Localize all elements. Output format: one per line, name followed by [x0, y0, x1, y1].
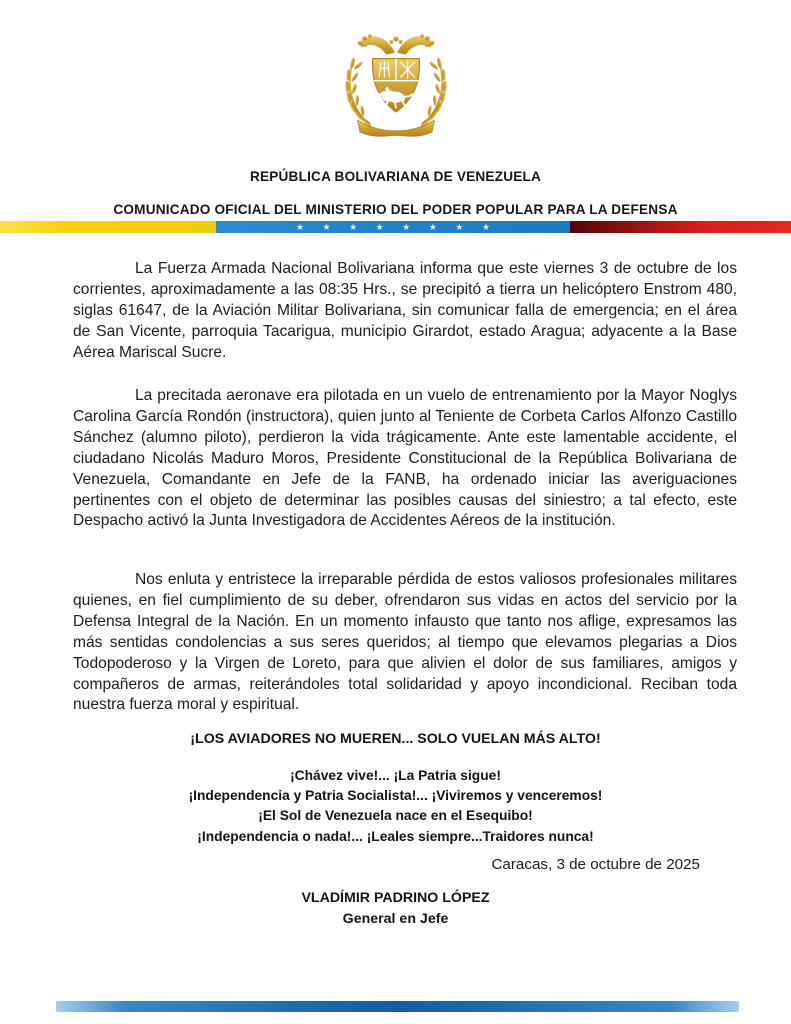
signature-name: VLADÍMIR PADRINO LÓPEZ — [301, 890, 490, 906]
slogan-line-2: ¡Independencia y Patria Socialista!... ¡Viviremos y venceremos! — [188, 788, 603, 804]
flag-band-yellow — [0, 221, 216, 233]
body-paragraph-1: La Fuerza Armada Nacional Bolivariana informa que este viernes 3 de octubre de los corrientes, aproximadamente a las 08:35 Hrs., se precipitó a tierra un helicóptero Enstrom 480, siglas 61647, de la Aviación Militar Bolivariana, sin comunicar falla de emergencia; en el área de San Vicente, parroquia Tacarigua, municipio Girardot, estado Aragua; adyacente a la Base Aérea Mariscal Sucre. — [73, 260, 737, 361]
body-paragraph-3: Nos enluta y entristece la irreparable pérdida de estos valiosos profesionales militares quienes, en fiel cumplimiento de su deber, ofrendaron sus vidas en actos del servicio por la Defensa Integral de la Nación. En un momento infausto que tanto nos aflige, expresamos las más sentidas condolencias a sus seres queridos; al tiempo que elevamos plegarias a Dios Todopoderoso y la Virgen de Loreto, para que alivien el dolor de sus familiares, amigos y compañeros de armas, reiterándoles total solidaridad y apoyo incondicional. Reciban toda nuestra fuerza moral y espiritual. — [73, 571, 737, 714]
footer-band — [56, 1001, 739, 1012]
signature-block — [0, 888, 791, 929]
slogan-line-4: ¡Independencia o nada!... ¡Leales siempre...Traidores nunca! — [197, 828, 594, 844]
slogan-line-1: ¡Chávez vive!... ¡La Patria sigue! — [290, 768, 501, 783]
slogan-line-3: ¡El Sol de Venezuela nace en el Esequibo! — [258, 808, 533, 824]
body-paragraph-2: La precitada aeronave era pilotada en un vuelo de entrenamiento por la Mayor Noglys Carolina García Rondón (instructora), quien junto al Teniente de Corbeta Carlos Alfonzo Castillo Sánchez (alumno piloto), perdieron la vida trágicamente. Ante este lamentable accidente, el ciudadano Nicolás Maduro Moros, Presidente Constitucional de la República Bolivariana de Venezuela, Comandante en Jefe de la FANB, ha ordenado iniciar las averiguaciones pertinentes con el objeto de determinar las posibles causas del siniestro; a tal efecto, este Despacho activó la Junta Investigadora de Accidentes Aéreos de la institución. — [73, 387, 737, 530]
flag-band-red — [570, 221, 791, 233]
signature-rank: General en Jefe — [342, 910, 449, 927]
header-title-line2: COMUNICADO OFICIAL DEL MINISTERIO DEL PODER POPULAR PARA LA DEFENSA — [113, 202, 678, 218]
dateline: Caracas, 3 de octubre de 2025 — [491, 856, 700, 873]
flag-band — [0, 221, 791, 233]
slogan-block — [0, 766, 791, 847]
header-title-line1: REPÚBLICA BOLIVARIANA DE VENEZUELA — [249, 169, 542, 185]
flag-stars: ★ ★ ★ ★ ★ ★ ★ ★ — [295, 222, 499, 232]
coat-of-arms-icon — [326, 26, 466, 147]
slogan-headline: ¡LOS AVIADORES NO MUEREN... SOLO VUELAN MÁS ALTO! — [190, 731, 601, 747]
emblem-container — [0, 26, 791, 147]
flag-band-blue — [216, 221, 570, 233]
